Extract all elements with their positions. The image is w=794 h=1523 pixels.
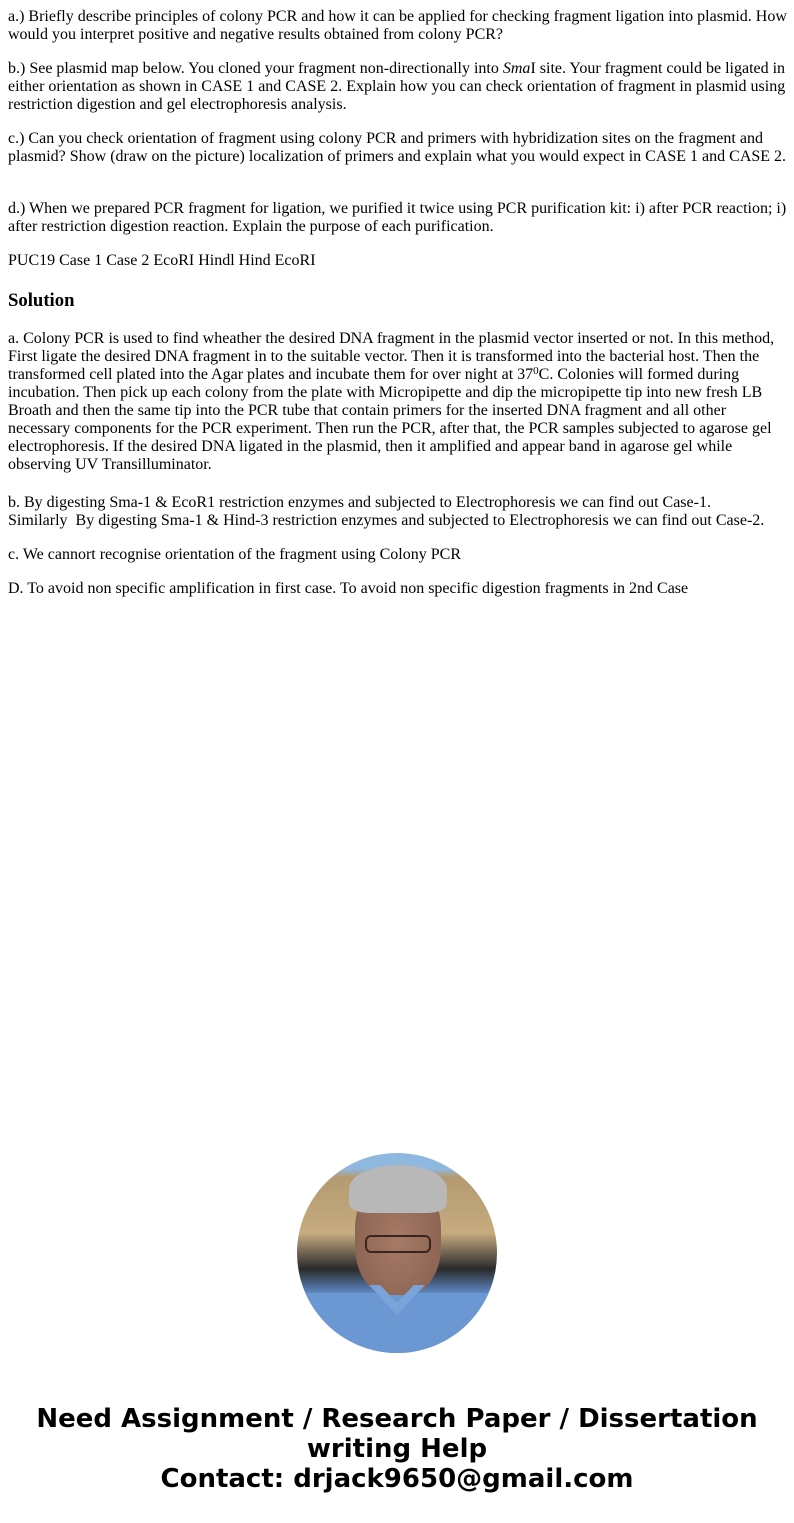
solution-a-text-1: a. Colony PCR is used to find wheather the desired DNA fragment in the plasmid vector inserted or not. In this method, First ligate the desired DNA fragment in to the suitable vector. Then it is transformed into the bacterial host. Then the transformed cell plated into the Agar plates and incubate them for over night at 37 [8, 330, 775, 383]
question-d: d.) When we prepared PCR fragment for ligation, we purified it twice using PCR purification kit: i) after PCR reaction; i) after restriction digestion reaction. Explain the purpose of each purification. [8, 200, 787, 235]
avatar-shirt [297, 1293, 497, 1353]
solution-b-line-1: b. By digesting Sma-1 & EcoR1 restriction enzymes and subjected to Electrophoresis we can find out Case-1. [8, 494, 711, 511]
avatar-hair [349, 1165, 447, 1213]
solution-d: D. To avoid non specific amplification in first case. To avoid non specific digestion fragments in 2nd Case [8, 580, 689, 597]
question-b [8, 60, 788, 114]
solution-a [8, 330, 788, 474]
question-b-text-1: b.) See plasmid map below. You cloned your fragment non-directionally into [8, 60, 503, 77]
question-b-text-2: I site. Your fragment could be ligated in either orientation as shown in CASE 1 and CASE 2. Explain how you can check orientation of fragment in plasmid using restriction digestion and gel electrophoresis analysis. [8, 60, 786, 113]
promo-contact: Contact: drjack9650@gmail.com [160, 1464, 634, 1494]
solution-a-text-2: C. Colonies will formed during incubation. Then pick up each colony from the plate with Micropipette and dip the micropipette tip into new fresh LB Broath and then the same tip into the PCR tube that contain primers for the inserted DNA fragment and all other necessary components for the PCR experiment. Then run the PCR, after that, the PCR samples subjected to agarose gel electrophoresis. If the desired DNA ligated in the plasmid, then it amplified and appear band in agarose gel while observing UV Transilluminator. [8, 366, 772, 473]
solution-heading: Solution [8, 290, 75, 311]
promo-line-2: writing Help [306, 1434, 488, 1464]
promo-banner [0, 1404, 794, 1494]
question-b-enzyme: Sma [502, 60, 531, 77]
author-avatar [297, 1153, 497, 1353]
degree-superscript: 0 [533, 365, 539, 377]
solution-c: c. We cannort recognise orientation of the fragment using Colony PCR [8, 546, 461, 563]
solution-b [8, 494, 788, 530]
plasmid-map-labels: PUC19 Case 1 Case 2 EcoRI Hindl Hind EcoRI [8, 252, 316, 269]
solution-b-line-2: Similarly By digesting Sma-1 & Hind-3 restriction enzymes and subjected to Electrophoresis we can find out Case-2. [8, 512, 765, 529]
promo-line-1: Need Assignment / Research Paper / Dissertation [36, 1404, 758, 1434]
question-a: a.) Briefly describe principles of colony PCR and how it can be applied for checking fragment ligation into plasmid. How would you interpret positive and negative results obtained from colony PCR? [8, 8, 787, 43]
question-c: c.) Can you check orientation of fragment using colony PCR and primers with hybridization sites on the fragment and plasmid? Show (draw on the picture) localization of primers and explain what you would expect in CASE 1 and CASE 2. [8, 130, 787, 165]
avatar-glasses [365, 1235, 431, 1253]
